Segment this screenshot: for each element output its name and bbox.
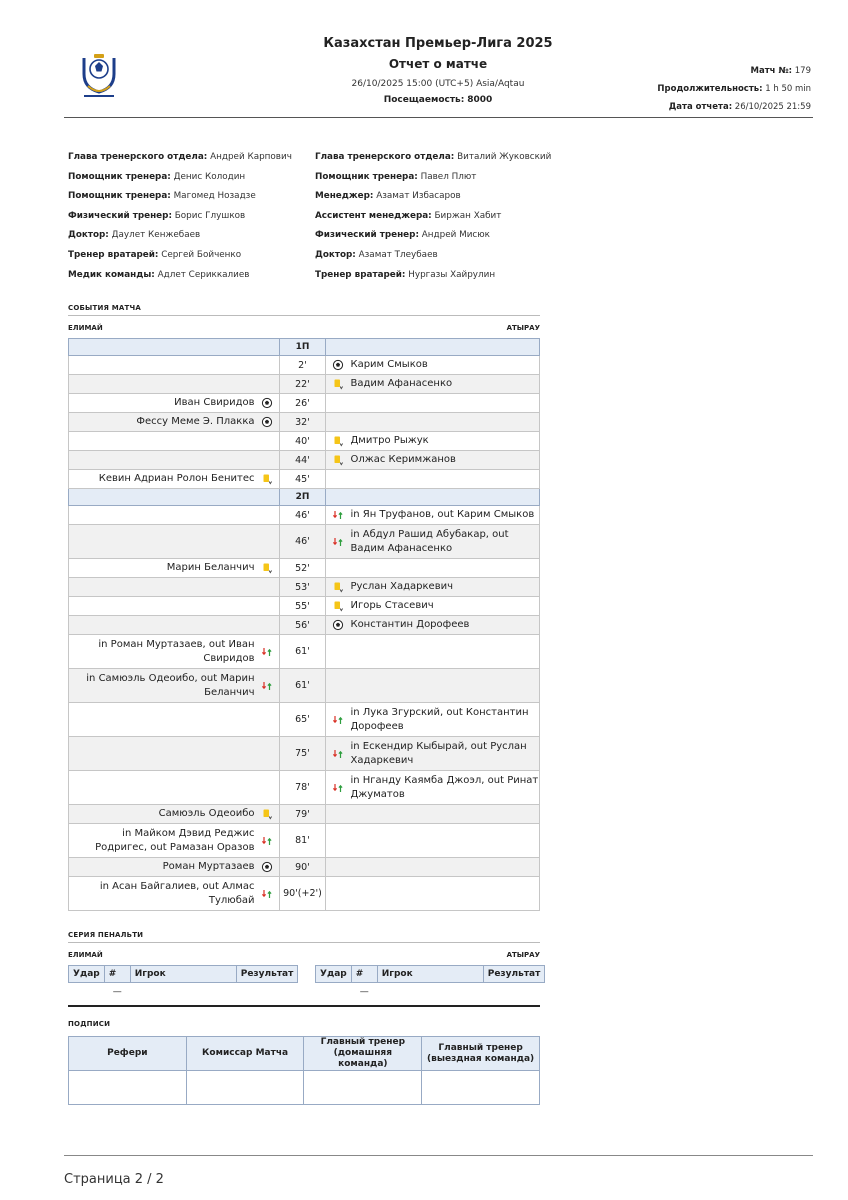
away-event-cell <box>326 525 540 559</box>
staff-row <box>315 226 555 246</box>
home-event-cell <box>69 525 280 559</box>
event-text: Константин Дорофеев <box>350 619 470 630</box>
event-minute: 90'(+2') <box>279 877 326 911</box>
home-event-cell <box>69 413 280 432</box>
event-row <box>69 394 540 413</box>
event-minute: 61' <box>279 635 326 669</box>
home-event-cell <box>69 375 280 394</box>
empty-dash: — <box>112 986 122 997</box>
event-row <box>69 805 540 824</box>
event-minute: 2П <box>279 489 326 506</box>
away-event-cell <box>326 635 540 669</box>
event-row <box>69 771 540 805</box>
event-minute: 56' <box>279 616 326 635</box>
goal-ball-icon <box>261 861 273 873</box>
away-event-cell <box>326 559 540 578</box>
duration-label: Продолжительность: <box>657 84 763 94</box>
event-row <box>69 635 540 669</box>
sig-referee: Рефери <box>69 1037 187 1071</box>
home-event-cell <box>69 432 280 451</box>
penalties-away-table <box>315 965 545 1001</box>
away-event-cell <box>326 597 540 616</box>
goal-ball-icon <box>261 397 273 409</box>
substitution-icon <box>332 509 344 521</box>
substitution-icon <box>261 680 273 692</box>
col-shot: Удар <box>69 966 105 983</box>
event-minute: 26' <box>279 394 326 413</box>
yellow-card-icon <box>332 581 344 593</box>
away-event-cell <box>326 616 540 635</box>
event-text: Карим Смыков <box>350 359 428 370</box>
event-text: Марин Беланчич <box>166 562 255 573</box>
event-minute: 61' <box>279 669 326 703</box>
staff-role: Помощник тренера: <box>315 171 418 182</box>
staff-role: Ассистент менеджера: <box>315 210 432 221</box>
sig-away-coach: Главный тренер (выездная команда) <box>422 1037 540 1071</box>
event-text: Самюэль Одеоибо <box>158 808 255 819</box>
staff-name: Сергей Бойченко <box>161 249 242 260</box>
event-content <box>332 453 539 467</box>
away-event-cell <box>326 394 540 413</box>
col-result: Результат <box>483 966 545 983</box>
home-event-cell <box>69 635 280 669</box>
event-row <box>69 470 540 489</box>
event-text: in Нганду Каямба Джоэл, out Ринат Джуматов <box>350 774 539 800</box>
staff-row <box>68 246 312 266</box>
event-content <box>69 561 273 575</box>
staff-name: Виталий Жуковский <box>457 152 552 162</box>
event-row <box>69 858 540 877</box>
home-event-cell <box>69 356 280 375</box>
event-minute: 45' <box>279 470 326 489</box>
staff-row <box>68 226 312 246</box>
penalties-empty-row <box>316 983 545 1001</box>
home-event-cell <box>69 737 280 771</box>
away-event-cell <box>326 824 540 858</box>
home-event-cell <box>69 858 280 877</box>
staff-row <box>315 148 555 168</box>
home-event-cell <box>69 669 280 703</box>
staff-row <box>68 266 312 286</box>
event-text: Иван Свиридов <box>174 397 255 408</box>
away-event-cell <box>326 578 540 597</box>
away-event-cell <box>326 489 540 506</box>
col-shot: Удар <box>316 966 352 983</box>
staff-row <box>68 207 312 227</box>
away-event-cell <box>326 669 540 703</box>
penalties-home-table <box>68 965 298 1001</box>
event-minute: 79' <box>279 805 326 824</box>
staff-name: Азамат Избасаров <box>376 191 461 202</box>
page-number: Страница 2 / 2 <box>64 1172 164 1187</box>
away-event-cell <box>326 506 540 525</box>
staff-role: Глава тренерского отдела: <box>315 152 455 162</box>
staff-name: Адлет Сериккалиев <box>157 269 250 280</box>
event-content <box>69 672 273 700</box>
away-event-cell <box>326 877 540 911</box>
event-content <box>332 580 539 594</box>
home-staff-list <box>68 148 312 285</box>
staff-role: Доктор: <box>315 249 356 260</box>
event-minute: 53' <box>279 578 326 597</box>
staff-name: Даулет Кенжебаев <box>111 230 201 241</box>
event-minute: 46' <box>279 525 326 559</box>
penalties-home-team: ЕЛИМАЙ <box>68 951 103 959</box>
event-content <box>69 860 273 874</box>
report-date-value: 26/10/2025 21:59 <box>734 102 811 112</box>
col-result: Результат <box>236 966 298 983</box>
event-minute: 65' <box>279 703 326 737</box>
event-text: in Ян Труфанов, out Карим Смыков <box>350 509 535 520</box>
period-header-row <box>69 489 540 506</box>
events-team-names <box>68 324 540 332</box>
substitution-icon <box>332 536 344 548</box>
event-minute: 46' <box>279 506 326 525</box>
event-minute: 22' <box>279 375 326 394</box>
yellow-card-icon <box>261 562 273 574</box>
event-text: Кевин Адриан Ролон Бенитес <box>98 473 255 484</box>
away-event-cell <box>326 858 540 877</box>
staff-row <box>68 168 312 188</box>
event-row <box>69 356 540 375</box>
home-event-cell <box>69 451 280 470</box>
attendance-label: Посещаемость: <box>383 95 465 105</box>
event-content <box>332 377 539 391</box>
penalties-away-team: АТЫРАУ <box>506 951 540 959</box>
home-event-cell <box>69 470 280 489</box>
penalties-section-title: СЕРИЯ ПЕНАЛЬТИ <box>68 931 540 943</box>
goal-ball-icon <box>332 359 344 371</box>
staff-row <box>315 168 555 188</box>
header-divider <box>64 117 813 118</box>
league-title: Казахстан Премьер-Лига 2025 <box>323 36 553 51</box>
event-text: in Самюэль Одеоибо, out Марин Беланчич <box>86 672 255 698</box>
event-content <box>332 434 539 448</box>
event-text: Вадим Афанасенко <box>350 378 453 389</box>
staff-row <box>315 266 555 286</box>
event-row <box>69 506 540 525</box>
signature-box <box>69 1071 187 1105</box>
away-event-cell <box>326 737 540 771</box>
staff-role: Тренер вратарей: <box>68 249 159 260</box>
event-content <box>69 807 273 821</box>
staff-name: Павел Плют <box>420 171 477 182</box>
events-table <box>68 338 540 911</box>
event-content <box>332 599 539 613</box>
event-row <box>69 737 540 771</box>
event-minute: 2' <box>279 356 326 375</box>
yellow-card-icon <box>261 473 273 485</box>
footer-divider <box>64 1155 813 1156</box>
sig-commissioner: Комиссар Матча <box>186 1037 304 1071</box>
staff-name: Андрей Карпович <box>210 152 292 162</box>
event-row <box>69 525 540 559</box>
substitution-icon <box>261 888 273 900</box>
event-minute: 75' <box>279 737 326 771</box>
attendance <box>290 94 586 106</box>
home-event-cell <box>69 877 280 911</box>
away-event-cell <box>326 375 540 394</box>
event-text: Фессу Меме Э. Плакка <box>136 416 255 427</box>
event-row <box>69 616 540 635</box>
staff-role: Помощник тренера: <box>68 191 171 202</box>
penalties-divider <box>68 1005 540 1007</box>
home-event-cell <box>69 394 280 413</box>
event-text: in Абдул Рашид Абубакар, out Вадим Афанасенко <box>350 528 509 554</box>
report-title: Отчет о матче <box>388 57 488 71</box>
event-row <box>69 559 540 578</box>
staff-role: Доктор: <box>68 230 109 241</box>
penalties-header-row <box>316 966 545 983</box>
away-event-cell <box>326 413 540 432</box>
staff-name: Биржан Хабит <box>434 210 502 221</box>
sig-home-coach: Главный тренер (домашняя команда) <box>304 1037 422 1071</box>
home-event-cell <box>69 506 280 525</box>
event-text: in Асан Байгалиев, out Алмас Тулюбай <box>99 880 255 906</box>
event-content <box>69 638 273 666</box>
away-event-cell <box>326 470 540 489</box>
staff-name: Денис Колодин <box>173 171 246 182</box>
event-row <box>69 597 540 616</box>
yellow-card-icon <box>332 435 344 447</box>
report-date-label: Дата отчета: <box>668 102 733 112</box>
event-text: in Ескендир Кыбырай, out Руслан Хадаркевич <box>350 740 527 766</box>
signatures-table <box>68 1036 540 1105</box>
event-row <box>69 413 540 432</box>
event-row <box>69 432 540 451</box>
home-event-cell <box>69 339 280 356</box>
substitution-icon <box>261 646 273 658</box>
staff-row <box>68 187 312 207</box>
home-event-cell <box>69 597 280 616</box>
home-event-cell <box>69 559 280 578</box>
event-row <box>69 451 540 470</box>
staff-name: Нургазы Хайрулин <box>408 269 496 280</box>
col-number: # <box>351 966 377 983</box>
away-event-cell <box>326 451 540 470</box>
event-row <box>69 669 540 703</box>
penalties-header-row <box>69 966 298 983</box>
event-minute: 44' <box>279 451 326 470</box>
event-content <box>332 528 539 556</box>
home-event-cell <box>69 578 280 597</box>
empty-dash: — <box>359 986 369 997</box>
staff-role: Физический тренер: <box>68 210 172 221</box>
home-event-cell <box>69 824 280 858</box>
col-player: Игрок <box>377 966 483 983</box>
signature-box <box>304 1071 422 1105</box>
event-text: Олжас Керимжанов <box>350 454 456 465</box>
event-text: Игорь Стасевич <box>350 600 434 611</box>
event-row <box>69 703 540 737</box>
substitution-icon <box>332 782 344 794</box>
event-content <box>69 396 273 410</box>
event-content <box>69 472 273 486</box>
event-content <box>332 508 539 522</box>
event-content <box>69 880 273 908</box>
event-row <box>69 824 540 858</box>
col-number: # <box>104 966 130 983</box>
period-header-row <box>69 339 540 356</box>
attendance-value: 8000 <box>467 95 493 105</box>
event-content <box>332 740 539 768</box>
substitution-icon <box>332 748 344 760</box>
staff-name: Андрей Мисюк <box>421 230 490 241</box>
event-text: Роман Муртазаев <box>162 861 255 872</box>
match-no-label: Матч №: <box>750 66 793 76</box>
event-content <box>332 358 539 372</box>
goal-ball-icon <box>261 416 273 428</box>
event-content <box>69 415 273 429</box>
substitution-icon <box>332 714 344 726</box>
staff-role: Глава тренерского отдела: <box>68 152 208 162</box>
yellow-card-icon <box>261 808 273 820</box>
event-text: Руслан Хадаркевич <box>350 581 454 592</box>
home-team-name: ЕЛИМАЙ <box>68 324 103 332</box>
signatures-header-row <box>69 1037 540 1071</box>
staff-role: Медик команды: <box>68 269 155 280</box>
home-event-cell <box>69 703 280 737</box>
away-event-cell <box>326 339 540 356</box>
substitution-icon <box>261 835 273 847</box>
away-event-cell <box>326 805 540 824</box>
event-row <box>69 375 540 394</box>
staff-role: Физический тренер: <box>315 230 419 241</box>
away-team-name: АТЫРАУ <box>506 324 540 332</box>
home-event-cell <box>69 616 280 635</box>
event-content <box>332 774 539 802</box>
staff-role: Тренер вратарей: <box>315 269 406 280</box>
staff-row <box>68 148 312 168</box>
penalties-team-names <box>68 951 540 959</box>
event-minute: 78' <box>279 771 326 805</box>
event-row <box>69 877 540 911</box>
home-event-cell <box>69 805 280 824</box>
staff-role: Помощник тренера: <box>68 171 171 182</box>
yellow-card-icon <box>332 454 344 466</box>
yellow-card-icon <box>332 600 344 612</box>
event-content <box>69 827 273 855</box>
home-event-cell <box>69 489 280 506</box>
signature-box <box>422 1071 540 1105</box>
event-text: in Лука Згурский, out Константин Дорофеев <box>350 706 529 732</box>
event-minute: 90' <box>279 858 326 877</box>
staff-name: Магомед Нозадзе <box>173 191 256 202</box>
staff-name: Азамат Тлеубаев <box>358 249 438 260</box>
event-minute: 52' <box>279 559 326 578</box>
match-datetime: 26/10/2025 15:00 (UTC+5) Asia/Aqtau <box>351 79 525 89</box>
event-minute: 55' <box>279 597 326 616</box>
staff-role: Менеджер: <box>315 191 374 202</box>
col-player: Игрок <box>130 966 236 983</box>
away-event-cell <box>326 771 540 805</box>
event-content <box>332 618 539 632</box>
home-event-cell <box>69 771 280 805</box>
staff-name: Борис Глушков <box>174 210 246 221</box>
signatures-section-title: ПОДПИСИ <box>68 1020 111 1028</box>
match-no-value: 179 <box>794 66 811 76</box>
event-minute: 32' <box>279 413 326 432</box>
event-content <box>332 706 539 734</box>
event-row <box>69 578 540 597</box>
signatures-blank-row <box>69 1071 540 1105</box>
away-event-cell <box>326 703 540 737</box>
match-info <box>657 62 811 116</box>
staff-row <box>315 246 555 266</box>
away-event-cell <box>326 356 540 375</box>
event-text: in Роман Муртазаев, out Иван Свиридов <box>98 638 255 664</box>
event-text: Дмитро Рыжук <box>350 435 429 446</box>
penalties-empty-row <box>69 983 298 1001</box>
duration-value: 1 h 50 min <box>765 84 811 94</box>
league-logo <box>78 52 120 100</box>
event-text: in Майком Дэвид Реджис Родригес, out Рамазан Оразов <box>95 827 255 853</box>
staff-row <box>315 187 555 207</box>
event-minute: 81' <box>279 824 326 858</box>
event-minute: 40' <box>279 432 326 451</box>
yellow-card-icon <box>332 378 344 390</box>
staff-row <box>315 207 555 227</box>
away-event-cell <box>326 432 540 451</box>
goal-ball-icon <box>332 619 344 631</box>
away-staff-list <box>315 148 555 285</box>
signature-box <box>186 1071 304 1105</box>
event-minute: 1П <box>279 339 326 356</box>
events-section-title: СОБЫТИЯ МАТЧА <box>68 304 540 316</box>
